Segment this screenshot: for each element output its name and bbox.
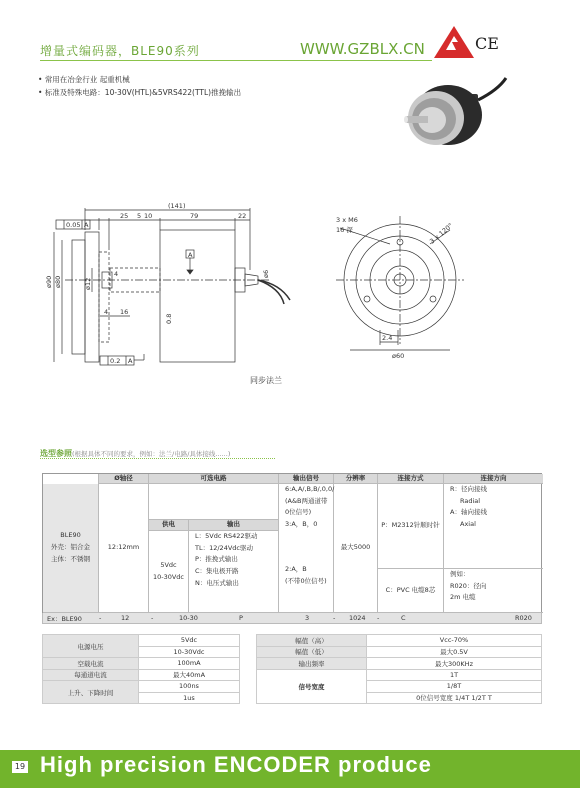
example-part: Ex：BLE90	[47, 615, 82, 623]
table-header-connection: 连接方式	[378, 474, 444, 484]
output-option: C：集电极开路	[195, 567, 239, 576]
dim-79: 79	[190, 212, 199, 220]
dim-4v: 4	[114, 270, 119, 278]
connection-cell-b: C：PVC 电缆8芯	[378, 569, 444, 613]
front-view	[336, 216, 464, 350]
direction-line: R020：径向	[450, 581, 487, 590]
table-header-circuit: 可选电路	[149, 474, 279, 484]
dim-25: 25	[120, 212, 129, 220]
table-row	[43, 669, 240, 681]
example-part: 3	[305, 614, 310, 622]
spec-value: 10-30Vdc	[139, 646, 240, 658]
output-option: TL：12/24Vdc驱动	[195, 543, 253, 552]
example-part: -	[99, 614, 102, 622]
dim-22: 22	[238, 212, 247, 220]
page-number: 19	[12, 761, 28, 773]
feature-item: • 常用在冶金行业 起重机械	[38, 74, 130, 85]
table-header-direction: 连接方向	[444, 474, 543, 484]
dim-phi12: ø12	[84, 277, 92, 290]
signal-line: (A&B两通道带	[285, 496, 328, 505]
resolution-cell: 最大5000	[334, 484, 378, 613]
output-cell	[189, 531, 279, 613]
spec-label: 输出频率	[257, 658, 367, 670]
datum-label: A	[188, 251, 193, 259]
dim-5: 5	[137, 212, 142, 220]
output-header: 输出	[189, 520, 279, 531]
dim-total: (141)	[168, 202, 186, 210]
selection-table	[42, 473, 542, 613]
direction-line: 例如：	[450, 570, 470, 578]
model-cell	[43, 484, 99, 613]
connection-cell-a: P：M2312针顺时针	[378, 484, 444, 569]
spec-label: 上升、下降时间	[43, 681, 139, 704]
spec-label: 空载电流	[43, 658, 139, 670]
spec-label: 信号宽度	[257, 669, 367, 704]
spec-label: 每通道电流	[43, 669, 139, 681]
supply-value: 5Vdc	[160, 560, 177, 569]
example-part: 1024	[349, 614, 366, 622]
spec-value: Vcc-70%	[367, 635, 542, 647]
table-row	[257, 646, 542, 658]
ce-mark: CE	[475, 34, 499, 53]
spec-label: 幅值（低）	[257, 646, 367, 658]
spec-label: 电源电压	[43, 635, 139, 658]
encoder-product-image	[398, 70, 508, 150]
feature-item: • 标准及特殊电路：10-30V(HTL)&5VRS422(TTL)推挽输出	[38, 87, 241, 98]
selection-title: 选型参照(根据具体不同的要求，例如：法兰/电路/具体接线......)	[40, 449, 231, 458]
dim-0-8: 0.8	[165, 313, 173, 324]
dim-16: 16	[120, 308, 129, 316]
example-row	[42, 613, 542, 624]
supply-value: 10-30Vdc	[152, 572, 185, 581]
dim-phi6: ø6	[262, 269, 270, 278]
example-part: P	[239, 614, 243, 622]
table-header-blank	[43, 474, 99, 484]
tolerance-datum: A	[128, 357, 133, 365]
selection-note: (根据具体不同的要求，例如：法兰/电路/具体接线......)	[72, 450, 231, 458]
direction-line: A：轴向接线	[450, 508, 487, 517]
spec-value: 0位信号宽度 1/4T 1/2T T	[367, 692, 542, 704]
spec-value: 最大0.5V	[367, 646, 542, 658]
example-part: 10-30	[179, 614, 198, 622]
spec-value: 100ns	[139, 681, 240, 693]
example-part: R020	[515, 614, 532, 622]
spec-label: 幅值（高）	[257, 635, 367, 647]
example-part: -	[333, 614, 336, 622]
selection-divider	[40, 458, 275, 459]
tolerance-value: 0.2	[110, 357, 121, 365]
spec-value: 最大300KHz	[367, 658, 542, 670]
tolerance-datum: A	[84, 221, 89, 229]
table-header-resolution: 分辨率	[334, 474, 378, 484]
dim-phi60: ø60	[392, 352, 405, 360]
spec-value: 1T	[367, 669, 542, 681]
spec-value: 最大40mA	[139, 669, 240, 681]
technical-drawing	[40, 200, 550, 390]
website-url[interactable]: WWW.GZBLX.CN	[300, 40, 425, 58]
signal-line: 6:A,A/,B,B/,0,0/	[285, 485, 335, 493]
dim-phi90: ø90	[45, 275, 53, 288]
direction-cell-a	[444, 484, 543, 569]
dim-2-4: 2.4	[382, 334, 393, 342]
table-row	[43, 635, 240, 647]
drawing-caption: 同步法兰	[250, 376, 282, 385]
spec-value: 100mA	[139, 658, 240, 670]
example-part: -	[151, 614, 154, 622]
spec-value: 5Vdc	[139, 635, 240, 647]
holes-depth: 16 深	[336, 226, 353, 234]
dim-phi80: ø80	[54, 275, 62, 288]
shaft-cell: 12:12mm	[99, 484, 149, 613]
example-part: -	[377, 614, 380, 622]
signal-line: 2:A，B	[285, 565, 307, 573]
company-logo-icon	[432, 24, 476, 60]
signal-cell-b	[279, 564, 334, 613]
direction-line: 2m 电缆	[450, 593, 476, 602]
output-option: N：电压式输出	[195, 578, 239, 587]
table-header-shaft: Ø轴径	[99, 474, 149, 484]
electrical-spec-table	[42, 634, 240, 704]
output-option: L：5Vdc RS422驱动	[195, 532, 258, 540]
signal-line: 3:A，B，0	[285, 520, 318, 529]
dim-10: 10	[144, 212, 153, 220]
example-part: C	[401, 614, 406, 622]
signal-cell-a	[279, 484, 334, 564]
example-part: 12	[121, 614, 130, 622]
holes-angle: 3 x 120°	[428, 221, 455, 246]
footer-slogan: High precision ENCODER produce	[40, 752, 432, 777]
table-row	[257, 658, 542, 670]
table-row	[43, 681, 240, 693]
direction-line: R：径向接线	[450, 485, 488, 493]
material-body: 主体：不锈钢	[51, 554, 90, 563]
table-row	[43, 658, 240, 670]
header-divider	[40, 60, 432, 61]
direction-cell-b	[444, 569, 543, 613]
model-name: BLE90	[60, 531, 81, 540]
signal-line: (不带0位信号)	[285, 576, 327, 585]
spec-value: 1/8T	[367, 681, 542, 693]
supply-cell	[149, 531, 189, 613]
direction-line: Axial	[460, 520, 476, 529]
table-header-signal: 输出信号	[279, 474, 334, 484]
supply-header: 供电	[149, 520, 189, 531]
material-housing: 外壳：铝合金	[51, 543, 90, 552]
page-title: 增量式编码器，BLE90系列	[40, 44, 200, 58]
signal-spec-table	[256, 634, 542, 704]
holes-spec: 3 x M6	[336, 216, 358, 224]
tolerance-value: 0.05	[66, 221, 81, 229]
signal-line: 0位信号)	[285, 508, 312, 517]
spec-value: 1us	[139, 692, 240, 704]
table-row	[257, 635, 542, 647]
circuit-blank	[149, 484, 279, 520]
table-row	[257, 669, 542, 681]
dim-4: 4	[104, 308, 109, 316]
direction-line: Radial	[460, 496, 481, 505]
output-option: P：推挽式输出	[195, 555, 238, 564]
